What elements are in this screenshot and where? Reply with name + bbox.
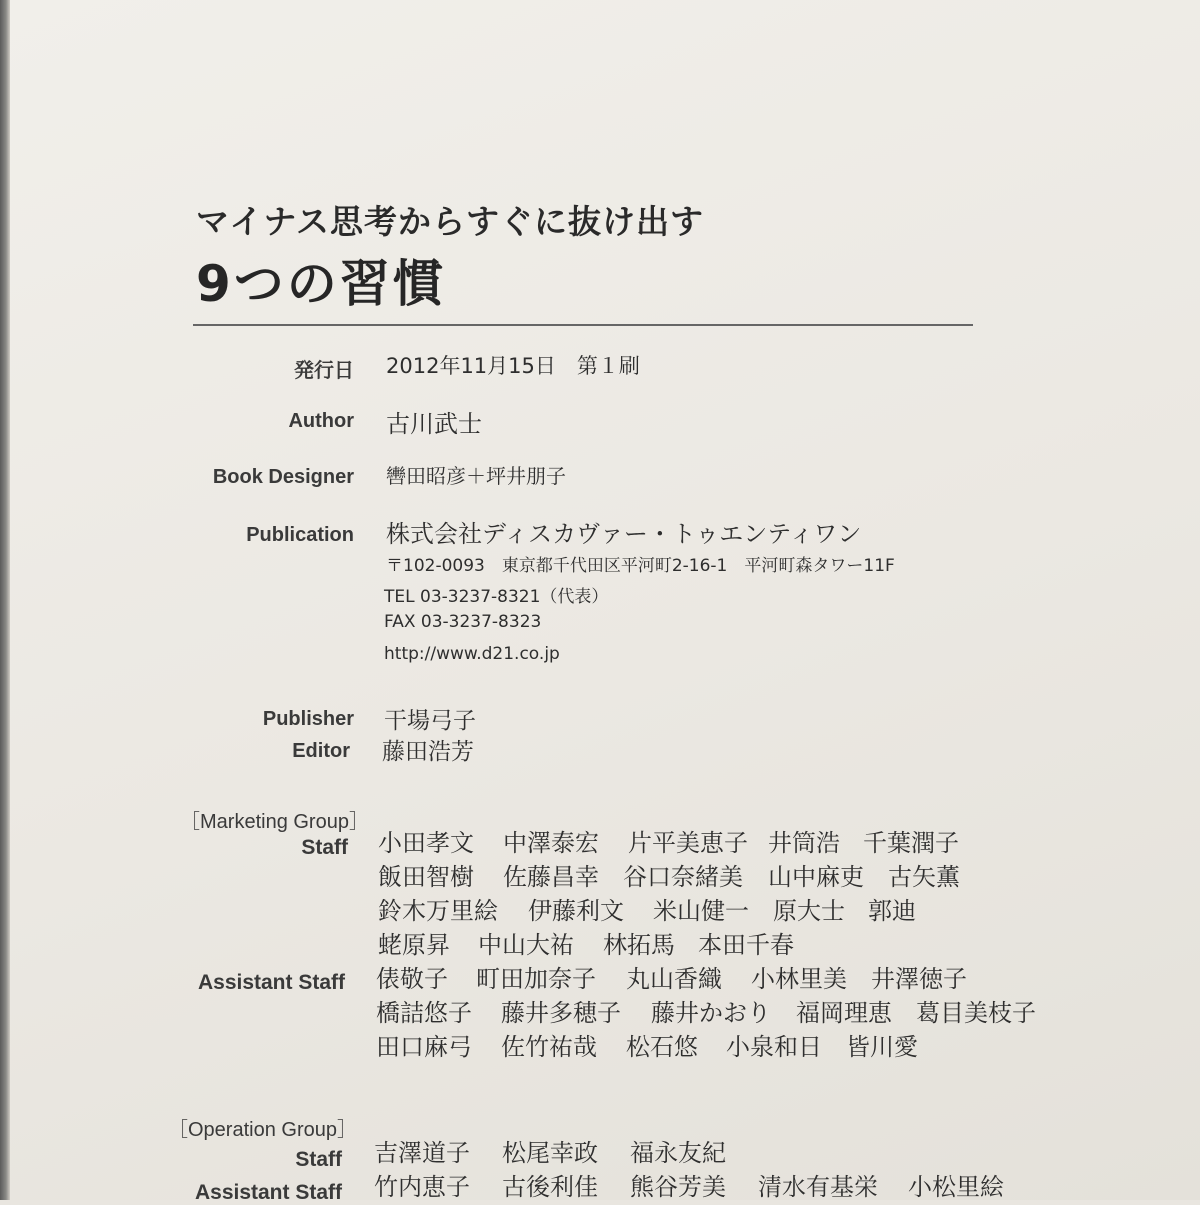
marketing-staff-row [378,925,794,960]
publication-url: http://www.d21.co.jp [384,644,560,664]
staff-name: 松尾幸政 [502,1139,598,1167]
staff-name: 米山健一 [653,897,749,925]
assistant-name: 皆川愛 [846,1033,918,1061]
title-divider [193,324,973,326]
assistant-name: 小松里絵 [908,1173,1004,1201]
publication-label: Publication [246,524,354,546]
assistant-name: 田口麻弓 [376,1033,472,1061]
marketing-assistant-row [376,993,1036,1028]
publication-fax: FAX 03-3237-8323 [384,612,542,632]
assistant-name: 佐竹祐哉 [501,1033,597,1061]
publisher-value: 干場弓子 [384,708,476,734]
assistant-name: 小泉和日 [726,1033,822,1061]
page-gutter [0,0,10,1200]
assistant-name: 俵敬子 [376,965,448,993]
marketing-staff-row [378,891,916,926]
author-label: Author [288,410,354,432]
assistant-name: 熊谷芳美 [630,1173,726,1201]
assistant-name: 橋詰悠子 [376,999,472,1027]
book-designer-label: Book Designer [212,466,354,488]
publication-name: 株式会社ディスカヴァー・トゥエンティワン [386,520,862,548]
staff-name: 谷口奈緒美 [623,863,743,891]
date-label: 発行日 [294,360,354,382]
book-designer-value: 轡田昭彦＋坪井朋子 [386,464,566,488]
assistant-name: 町田加奈子 [476,965,596,993]
marketing-assistant-label: Assistant Staff [197,971,345,994]
assistant-name: 藤井多穂子 [501,999,621,1027]
operation-staff-label: Staff [295,1148,342,1171]
author-value: 古川武士 [386,410,482,438]
marketing-staff-row [378,857,960,892]
assistant-name: 井澤徳子 [871,965,967,993]
assistant-name: 清水有基栄 [758,1173,878,1201]
staff-name: 山中麻吏 [768,863,864,891]
operation-assistant-row [374,1167,1004,1202]
date-value: 2012年11月15日 第１刷 [386,354,640,378]
staff-name: 林拓馬 [603,931,675,959]
book-title: 9つの習慣 [196,255,446,313]
book-subtitle: マイナス思考からすぐに抜け出す [196,202,705,241]
staff-name: 小田孝文 [378,829,474,857]
staff-name: 吉澤道子 [374,1139,470,1167]
publication-tel: TEL 03-3237-8321（代表） [384,587,609,607]
marketing-group-heading: ［Marketing Group］ [180,811,369,833]
operation-group-heading: ［Operation Group］ [168,1119,357,1141]
staff-name: 本田千春 [698,931,794,959]
publication-address: 〒102-0093 東京都千代田区平河町2-16-1 平河町森タワー11F [386,556,895,576]
staff-name: 中山大祐 [478,931,574,959]
assistant-name: 藤井かおり [651,999,771,1027]
marketing-assistant-row [376,959,967,994]
assistant-name: 小林里美 [751,965,847,993]
assistant-name: 古後利佳 [502,1173,598,1201]
staff-name: 伊藤利文 [528,897,624,925]
staff-name: 原大士 [773,897,845,925]
operation-staff-row [374,1133,726,1168]
assistant-name: 竹内恵子 [374,1173,470,1201]
assistant-name: 松石悠 [626,1033,698,1061]
marketing-staff-row [378,823,959,858]
staff-name: 井筒浩 [768,829,840,857]
staff-name: 片平美恵子 [628,829,748,857]
marketing-staff-label: Staff [301,836,348,859]
staff-name: 千葉潤子 [863,829,959,857]
staff-name: 古矢薫 [888,863,960,891]
staff-name: 郭迪 [868,897,916,925]
marketing-assistant-row [376,1027,918,1062]
editor-label: Editor [292,740,350,762]
staff-name: 中澤泰宏 [503,829,599,857]
staff-name: 飯田智樹 [378,863,474,891]
staff-name: 鈴木万里絵 [378,897,498,925]
staff-name: 蛯原昇 [378,931,450,959]
assistant-name: 丸山香織 [626,965,722,993]
staff-name: 佐藤昌幸 [503,863,599,891]
assistant-name: 福岡理恵 [796,999,892,1027]
staff-name: 福永友紀 [630,1139,726,1167]
operation-assistant-label: Assistant Staff [194,1181,342,1204]
publisher-label: Publisher [262,708,354,730]
assistant-name: 葛目美枝子 [916,999,1036,1027]
editor-value: 藤田浩芳 [382,739,474,765]
